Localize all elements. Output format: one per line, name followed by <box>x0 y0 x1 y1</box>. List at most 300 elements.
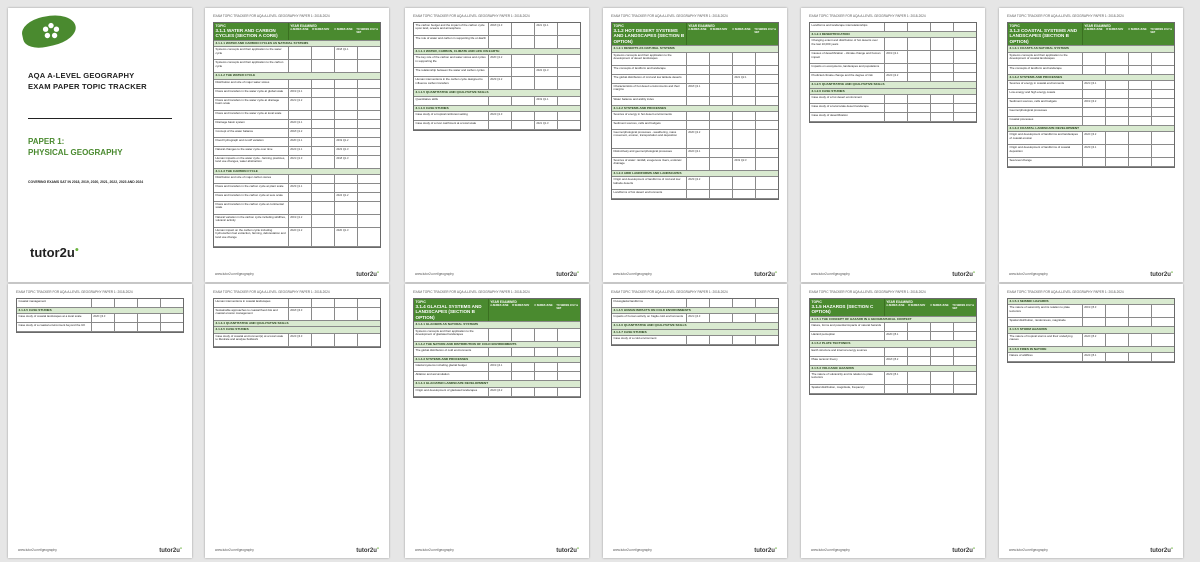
year-cell <box>1106 353 1129 361</box>
table-row <box>810 51 976 64</box>
topic-description: Drainage basin system <box>214 120 289 128</box>
year-cell <box>908 73 931 81</box>
year-cell <box>558 348 580 356</box>
year-cell <box>535 329 558 341</box>
table-row <box>414 329 580 342</box>
logo-dot-icon: ● <box>1170 270 1173 274</box>
year-cell <box>908 372 931 384</box>
year-cell <box>335 308 358 320</box>
topic-name: 3.1.3 COASTAL SYSTEMS AND LANDSCAPES (SECTION B OPTION) <box>1009 28 1078 44</box>
year-cell <box>1106 132 1129 144</box>
year-cell <box>1083 66 1106 74</box>
year-cell <box>92 299 115 307</box>
topic-description: Origin and development of landforms of mid and low latitude deserts <box>612 177 687 189</box>
table-row <box>17 314 183 323</box>
year-cell <box>756 314 778 322</box>
year-cell <box>733 66 756 74</box>
year-cell <box>908 23 931 31</box>
topic-description: The role of water and carbon in supporting life on Earth <box>414 36 489 48</box>
year-cell: 2021 Q1.1 <box>535 23 558 35</box>
year-cell <box>512 329 535 341</box>
year-cell <box>1152 53 1174 65</box>
topic-description: Case study of coastal landscapes at a local scale <box>17 314 92 322</box>
year-cell <box>558 372 580 380</box>
topic-table <box>809 22 977 123</box>
table-row <box>214 147 380 156</box>
year-cell <box>535 372 558 380</box>
year-cell <box>335 98 358 110</box>
footer-logo <box>1150 270 1173 278</box>
year-cell <box>138 323 161 331</box>
year-cell: 2022 Q5.2 <box>1083 334 1106 346</box>
year-cell <box>931 372 954 384</box>
year-cell <box>756 149 778 157</box>
year-cell <box>756 97 778 105</box>
year-cell <box>489 68 512 76</box>
year-cell <box>535 55 558 67</box>
year-cell <box>358 215 380 227</box>
topic-description: Flows and transfers in the carbon cycle at continental scale <box>214 202 289 214</box>
topic-description: Predicted climate change and the degree of risk <box>810 73 885 81</box>
year-cell <box>161 314 183 322</box>
section-heading: 3.1.4.6 QUANTITATIVE AND QUALITATIVE SKILLS <box>613 323 687 328</box>
topic-description: Systems concepts and their application to the development of glaciated landscapes <box>414 329 489 341</box>
section-heading: 3.1.3.3 COASTAL LANDSCAPE DEVELOPMENT <box>1009 126 1080 131</box>
year-cell <box>289 202 312 214</box>
year-cell <box>954 323 976 331</box>
cover-logo: tutor2u● <box>30 245 80 260</box>
year-cell <box>1106 145 1129 157</box>
year-cell <box>1152 353 1174 361</box>
year-cell <box>558 23 580 35</box>
year-cell <box>115 314 138 322</box>
year-cell: 2020 Q1.1 <box>289 138 312 146</box>
year-cell <box>733 336 756 344</box>
table-row <box>414 55 580 68</box>
year-cell <box>756 336 778 344</box>
year-cell <box>489 121 512 129</box>
year-cell <box>335 334 358 346</box>
table-row <box>810 95 976 104</box>
year-cell <box>885 348 908 356</box>
year-cell <box>885 23 908 31</box>
year-cell: 2018 Q1.1 <box>335 47 358 59</box>
year-cell <box>289 175 312 183</box>
topic-description: Sediment sources, cells and budgets <box>612 121 687 129</box>
year-cell <box>312 175 335 183</box>
topic-description: Concept of the water balance <box>214 129 289 137</box>
year-cell <box>335 129 358 137</box>
year-cell <box>558 329 580 341</box>
footer-url: www.tutor2u.net/geography <box>613 548 652 552</box>
year-cell <box>558 121 580 129</box>
year-cell: 2022 Q1.2 <box>289 228 312 246</box>
year-cell <box>1152 66 1174 74</box>
table-row <box>1008 158 1174 167</box>
footer-logo-text: tutor2u <box>556 272 577 278</box>
year-cell <box>1106 117 1129 125</box>
section-heading: 3.1.3.5 CASE STUDIES <box>18 308 52 312</box>
year-cell <box>512 55 535 67</box>
section-heading: 3.1.2.2 SYSTEMS AND PROCESSES <box>613 105 667 110</box>
topic-description: Natural changes to the water cycle over time <box>214 147 289 155</box>
section-heading: 3.1.2.1 DESERTS AS NATURAL SYSTEMS <box>613 46 675 51</box>
section-heading: 3.1.4.5 HUMAN IMPACTS ON COLD ENVIRONMENTS <box>613 308 691 312</box>
year-cell <box>1129 117 1152 125</box>
year-cell <box>1083 318 1106 326</box>
logo-dot-icon: ● <box>972 270 975 274</box>
table-row <box>214 156 380 169</box>
topic-description: Sources of water: rainfall, exogenous rivers, endoreic drainage <box>612 158 687 170</box>
flower-icon <box>42 22 60 40</box>
section-heading: 3.1.2.3 ARID LANDFORMS AND LANDSCAPES <box>613 171 682 176</box>
section-heading: 3.1.3.1 COASTS AS NATURAL SYSTEMS <box>1009 46 1069 51</box>
year-cell <box>756 121 778 129</box>
year-cell: 2019 Q5.3 <box>1083 305 1106 317</box>
series-column-header: TO SERIES JULY & SEP <box>1150 28 1173 34</box>
table-title-row <box>214 23 380 41</box>
footer-logo <box>356 546 379 554</box>
footer-logo <box>1150 546 1173 554</box>
year-cell <box>885 385 908 393</box>
footer-logo <box>952 546 975 554</box>
table-row <box>612 84 778 97</box>
year-cell <box>756 158 778 170</box>
running-header: EXAM TOPIC TRACKER FOR AQA A-LEVEL GEOGRAPHY PAPER 1: 2018-2024 <box>413 14 530 18</box>
table-row <box>612 314 778 323</box>
year-cell <box>558 77 580 89</box>
year-cell <box>931 357 954 365</box>
footer-logo-text: tutor2u <box>356 548 377 554</box>
running-header: EXAM TOPIC TRACKER FOR AQA A-LEVEL GEOGRAPHY PAPER 1: 2018-2024 <box>809 14 926 18</box>
topic-description: Systems concepts and their application to the water cycle <box>214 47 289 59</box>
year-cell <box>312 228 335 246</box>
tracker-page <box>603 8 787 282</box>
year-cell: 2019 Q1.2 <box>335 138 358 146</box>
year-cell <box>931 385 954 393</box>
topic-description: The global distribution of cold environments <box>414 348 489 356</box>
year-cell <box>954 357 976 365</box>
year-cell: 2024 Q5.1 <box>1083 353 1106 361</box>
year-cell: 2022 Q1.3 <box>535 68 558 76</box>
year-cell <box>335 111 358 119</box>
year-cell <box>512 348 535 356</box>
year-cell <box>358 138 380 146</box>
year-cell <box>1106 90 1129 98</box>
year-cell <box>908 51 931 63</box>
table-row <box>214 193 380 202</box>
table-row <box>612 53 778 66</box>
table-row <box>414 372 580 381</box>
year-cell <box>687 299 710 307</box>
year-cell <box>908 385 931 393</box>
year-cell <box>358 184 380 192</box>
table-row <box>214 60 380 73</box>
year-cell: 2021 Q1.3 <box>535 121 558 129</box>
year-cell: 2018 Q1.3 <box>335 156 358 168</box>
year-cell <box>358 147 380 155</box>
logo-dot-icon: ● <box>576 546 579 550</box>
year-examined-label: YEAR EXAMINED <box>1084 24 1111 28</box>
table-row <box>810 104 976 113</box>
year-cell <box>733 97 756 105</box>
topic-description: Distinctively arid geomorphological processes <box>612 149 687 157</box>
year-cell <box>535 36 558 48</box>
table-row <box>214 120 380 129</box>
section-heading: 3.1.1.6 CASE STUDIES <box>415 105 449 110</box>
year-cell <box>733 190 756 198</box>
table-row <box>17 299 183 308</box>
section-heading: 3.1.3.5 CASE STUDIES <box>215 327 249 332</box>
topic-description: Sea level change <box>1008 158 1083 166</box>
year-cell: 2022 Q2.1 <box>687 149 710 157</box>
year-cell: 2020 Q2.2 <box>687 130 710 148</box>
paper-title: PAPER 1: PHYSICAL GEOGRAPHY <box>28 137 123 157</box>
topic-description: Human impact on the carbon cycle including hydrocarbon fuel extraction, farming, deforestation and land use change <box>214 228 289 246</box>
year-cell <box>358 120 380 128</box>
year-examined-label: YEAR EXAMINED <box>290 24 317 28</box>
table-row <box>414 77 580 90</box>
tracker-page <box>999 8 1183 282</box>
section-heading: 3.1.1.2 THE WATER CYCLE <box>215 73 256 78</box>
year-cell <box>687 97 710 105</box>
topic-description: Fluvioglacial landforms <box>612 299 687 307</box>
year-cell <box>954 51 976 63</box>
running-header: EXAM TOPIC TRACKER FOR AQA A-LEVEL GEOGRAPHY PAPER 1: 2018-2024 <box>413 290 530 294</box>
table-row <box>612 177 778 190</box>
section-heading: 3.1.5.1 THE CONCEPT OF HAZARD IN A GEOGRAPHICAL CONTEXT <box>811 316 912 321</box>
year-cell: 2023 Q2.2 <box>687 177 710 189</box>
series-column-header: TO SERIES JULY & SEP <box>356 28 379 34</box>
year-cell: 2019 Q1.1 <box>535 97 558 105</box>
year-cell <box>710 53 733 65</box>
year-cell <box>931 51 954 63</box>
topic-label: TOPIC <box>215 24 226 28</box>
section-heading: 3.1.1.5 QUANTITATIVE AND QUALITATIVE SKILLS <box>415 90 489 95</box>
section-heading: 3.1.4.4 GLACIATED LANDSCAPE DEVELOPMENT <box>415 381 489 386</box>
topic-description: Human interventions in coastal landscapes <box>214 299 289 307</box>
year-cell: 2018 Q3.3 <box>289 308 312 320</box>
table-row <box>612 158 778 171</box>
topic-title <box>1008 23 1083 45</box>
section-heading: 3.1.5.4 SEISMIC HAZARDS <box>1009 299 1049 303</box>
year-cell <box>1106 108 1129 116</box>
tracker-page <box>405 284 589 558</box>
topic-description: Distribution and size of major carbon stores <box>214 175 289 183</box>
topic-description: Case study of a cold environment <box>612 336 687 344</box>
year-cell: 2023 Q1.1 <box>289 184 312 192</box>
year-cell <box>687 53 710 65</box>
table-row <box>214 228 380 247</box>
table-title-row <box>810 299 976 317</box>
year-cell <box>710 149 733 157</box>
tracker-page <box>999 284 1183 558</box>
section-heading: 3.1.3.4 QUANTITATIVE AND QUALITATIVE SKILLS <box>215 321 289 325</box>
year-cell <box>1129 66 1152 74</box>
topic-description: Distribution and size of major water stores <box>214 80 289 88</box>
year-cell <box>335 60 358 72</box>
section-heading: 3.1.1.3 THE CARBON CYCLE <box>215 168 258 173</box>
series-column-header: C SERIES JUNE <box>930 304 949 307</box>
year-cell <box>1129 99 1152 107</box>
year-cell <box>710 121 733 129</box>
running-header: EXAM TOPIC TRACKER FOR AQA A-LEVEL GEOGRAPHY PAPER 1: 2018-2024 <box>1007 14 1124 18</box>
cover-page <box>8 8 192 282</box>
running-header: EXAM TOPIC TRACKER FOR AQA A-LEVEL GEOGRAPHY PAPER 1: 2018-2024 <box>809 290 926 294</box>
year-cell <box>358 60 380 72</box>
year-cell <box>931 73 954 81</box>
topic-description: Nature of wildfires <box>1008 353 1083 361</box>
section-heading: 3.1.4.2 THE NATURE AND DISTRIBUTION OF COLD ENVIRONMENTS <box>415 341 517 346</box>
table-row <box>214 98 380 111</box>
table-row <box>214 47 380 60</box>
year-cell <box>710 177 733 189</box>
year-cell <box>335 175 358 183</box>
year-cell <box>931 95 954 103</box>
year-cell: 2024 Q3.3 <box>289 334 312 346</box>
footer-logo-text: tutor2u <box>556 548 577 554</box>
footer-logo <box>556 546 579 554</box>
topic-description: Sources of energy in hot desert environments <box>612 112 687 120</box>
running-header: EXAM TOPIC TRACKER FOR AQA A-LEVEL GEOGRAPHY PAPER 1: 2018-2024 <box>16 290 133 294</box>
year-cell <box>1152 145 1174 157</box>
table-row <box>414 388 580 397</box>
year-cell: 2019 Q3.2 <box>1083 99 1106 107</box>
year-examined-header <box>687 23 778 45</box>
year-cell <box>1152 318 1174 326</box>
topic-title <box>810 299 885 316</box>
year-cell <box>1152 117 1174 125</box>
year-cell <box>535 363 558 371</box>
topic-label: TOPIC <box>415 300 426 304</box>
year-cell <box>1152 108 1174 116</box>
table-row <box>214 80 380 89</box>
series-column-header: C SERIES JUNE <box>1128 28 1147 31</box>
year-cell <box>954 104 976 112</box>
year-cell <box>710 130 733 148</box>
year-cell: 2021 Q4.3 <box>687 314 710 322</box>
running-header: EXAM TOPIC TRACKER FOR AQA A-LEVEL GEOGRAPHY PAPER 1: 2018-2024 <box>1007 290 1124 294</box>
table-row <box>1008 305 1174 318</box>
topic-description: Spatial distribution, magnitude, frequency <box>810 385 885 393</box>
year-cell <box>1106 81 1129 89</box>
topic-table <box>611 298 779 346</box>
topic-description: Origin and development of landforms of coastal deposition <box>1008 145 1083 157</box>
year-cell <box>138 314 161 322</box>
table-row <box>414 348 580 357</box>
table-row <box>214 89 380 98</box>
year-cell: 2022 Q1.1 <box>289 120 312 128</box>
year-cell <box>710 190 733 198</box>
year-cell <box>358 111 380 119</box>
topic-description: Characteristics of hot desert environments and their margins <box>612 84 687 96</box>
year-examined-label: YEAR EXAMINED <box>688 24 715 28</box>
year-cell <box>756 299 778 307</box>
footer-logo <box>159 546 182 554</box>
year-cell <box>558 55 580 67</box>
table-row <box>17 323 183 332</box>
year-cell <box>710 112 733 120</box>
section-heading: 3.1.4.7 CASE STUDIES <box>613 329 647 334</box>
topic-description: Landforms and landscape interrelationships <box>810 23 885 31</box>
year-cell <box>312 184 335 192</box>
table-row <box>810 38 976 51</box>
topic-description: Case study of coastal environment(s) at a local scale to illustrate and analyse fieldwork <box>214 334 289 346</box>
year-cell: 2024 Q1.2 <box>335 193 358 201</box>
section-heading: 3.1.1.4 WATER, CARBON, CLIMATE AND LIFE ON EARTH <box>415 49 500 53</box>
topic-description: Flows and transfers in the water cycle at drainage basin scale <box>214 98 289 110</box>
year-cell <box>512 372 535 380</box>
topic-label: TOPIC <box>1009 24 1020 28</box>
topic-description: Case study of a local scale desert landscape <box>810 104 885 112</box>
year-cell <box>1106 305 1129 317</box>
year-cell <box>908 104 931 112</box>
year-cell <box>558 68 580 76</box>
year-cell: 2018 Q5.2 <box>885 357 908 365</box>
year-cell: 2019 Q1.1 <box>289 89 312 97</box>
year-cell <box>710 66 733 74</box>
topic-description: Flows and transfers in the water cycle at local scale <box>214 111 289 119</box>
topic-description: Sediment sources, cells and budgets <box>1008 99 1083 107</box>
year-cell <box>687 158 710 170</box>
table-title-row <box>414 299 580 322</box>
footer-url: www.tutor2u.net/geography <box>811 272 850 276</box>
year-cell <box>115 323 138 331</box>
topic-title <box>214 23 289 40</box>
topic-description: Glacial systems including glacial budget <box>414 363 489 371</box>
table-row <box>810 332 976 341</box>
year-cell <box>1129 108 1152 116</box>
logo-dot-icon: ● <box>1170 546 1173 550</box>
year-examined-header <box>489 299 580 321</box>
year-cell <box>885 95 908 103</box>
year-cell <box>358 98 380 110</box>
year-cell <box>512 23 535 35</box>
table-row <box>810 357 976 366</box>
year-cell: 2022 Q3.2 <box>1083 132 1106 144</box>
footer-url: www.tutor2u.net/geography <box>613 272 652 276</box>
series-column-header: B SERIES NOV <box>312 28 330 31</box>
topic-description: Low energy and high energy coasts <box>1008 90 1083 98</box>
year-cell <box>358 202 380 214</box>
cover-rule <box>28 118 172 119</box>
year-cell <box>335 299 358 307</box>
year-cell <box>312 60 335 72</box>
topic-description: The key role of the carbon and water stores and cycles in supporting life <box>414 55 489 67</box>
topic-description: Landforms of hot desert environments <box>612 190 687 198</box>
year-cell <box>289 80 312 88</box>
section-heading: 3.1.2.4 DESERTIFICATION <box>811 32 850 36</box>
year-cell <box>733 53 756 65</box>
section-heading: 3.1.1.1 WATER AND CARBON CYCLES AS NATURAL SYSTEMS <box>215 40 309 45</box>
topic-table <box>413 298 581 398</box>
running-header: EXAM TOPIC TRACKER FOR AQA A-LEVEL GEOGRAPHY PAPER 1: 2018-2024 <box>611 14 728 18</box>
year-cell <box>908 357 931 365</box>
section-heading: 3.1.2.5 QUANTITATIVE AND QUALITATIVE SKILLS <box>811 82 885 87</box>
table-row <box>810 23 976 32</box>
footer-logo <box>556 270 579 278</box>
topic-description: Coastal processes <box>1008 117 1083 125</box>
year-cell <box>931 64 954 72</box>
series-column-header: C SERIES JUNE <box>334 28 353 31</box>
year-cell <box>358 47 380 59</box>
year-cell <box>908 348 931 356</box>
year-cell <box>489 372 512 380</box>
footer-logo-text: tutor2u <box>754 272 775 278</box>
footer-logo-text: tutor2u <box>1150 272 1171 278</box>
logo-dot-icon: ● <box>774 546 777 550</box>
topic-description: Spatial distribution, randomness, magnitude <box>1008 318 1083 326</box>
